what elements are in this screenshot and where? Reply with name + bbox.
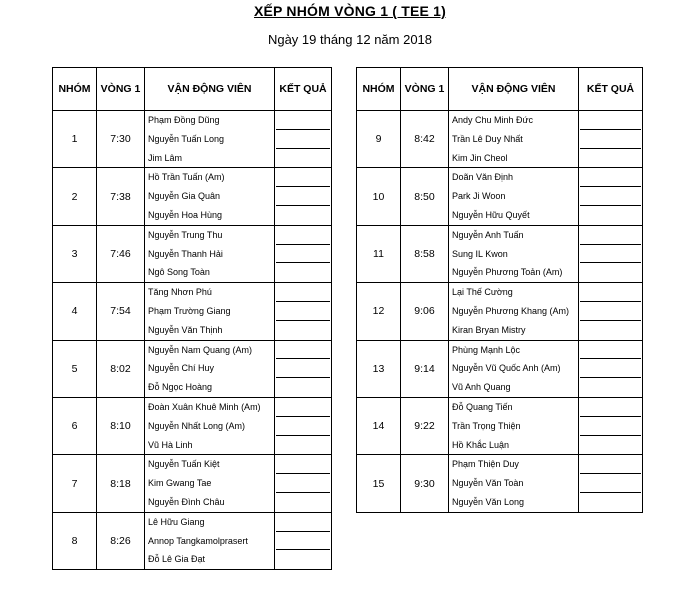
result-slot[interactable] bbox=[276, 493, 330, 512]
result-cell[interactable] bbox=[275, 225, 332, 282]
header-players: VẬN ĐỘNG VIÊN bbox=[449, 68, 579, 111]
result-slot[interactable] bbox=[276, 149, 330, 168]
header-row bbox=[357, 68, 643, 111]
player-name: Nguyễn Gia Quân bbox=[148, 191, 221, 202]
result-slot[interactable] bbox=[580, 149, 641, 168]
result-slot[interactable] bbox=[276, 417, 330, 436]
result-slot[interactable] bbox=[580, 341, 641, 360]
player-name: Nguyễn Đình Châu bbox=[148, 496, 225, 507]
player-name: Nguyễn Tuấn Long bbox=[148, 133, 225, 144]
result-slot[interactable] bbox=[580, 245, 641, 264]
group-row bbox=[53, 455, 332, 512]
group-number: 5 bbox=[53, 340, 97, 397]
group-number: 15 bbox=[357, 455, 401, 512]
result-cell[interactable] bbox=[275, 111, 332, 168]
group-row bbox=[53, 397, 332, 454]
player-name: Sung IL Kwon bbox=[452, 248, 508, 259]
result-slot[interactable] bbox=[276, 111, 330, 130]
player-name: Annop Tangkamolprasert bbox=[148, 535, 248, 546]
group-number: 13 bbox=[357, 340, 401, 397]
player-name: Jim Lâm bbox=[148, 152, 183, 163]
schedule-table-left bbox=[52, 67, 332, 570]
player-name: Phạm Đồng Dũng bbox=[148, 115, 220, 125]
result-slot[interactable] bbox=[580, 321, 641, 340]
result-cell[interactable] bbox=[275, 397, 332, 454]
player-name: Nguyễn Hoa Hùng bbox=[148, 209, 223, 220]
result-cell[interactable] bbox=[579, 168, 643, 225]
player-name: Nguyễn Nhất Long (Am) bbox=[148, 420, 246, 431]
result-slot[interactable] bbox=[276, 206, 330, 225]
players-cell bbox=[145, 397, 275, 454]
player-name: Phùng Mạnh Lộc bbox=[452, 344, 521, 355]
players-cell bbox=[449, 225, 579, 282]
group-number: 1 bbox=[53, 111, 97, 168]
result-slot[interactable] bbox=[276, 513, 330, 532]
group-row bbox=[357, 455, 643, 512]
tee-time: 8:18 bbox=[97, 455, 145, 512]
result-slot[interactable] bbox=[580, 398, 641, 417]
result-slot[interactable] bbox=[276, 263, 330, 282]
result-slot[interactable] bbox=[276, 436, 330, 455]
result-slot[interactable] bbox=[580, 206, 641, 225]
result-cell[interactable] bbox=[579, 397, 643, 454]
player-name: Trần Lê Duy Nhất bbox=[452, 133, 523, 144]
player-name: Hồ Khắc Luận bbox=[452, 439, 510, 450]
result-slot[interactable] bbox=[580, 302, 641, 321]
result-slot[interactable] bbox=[276, 245, 330, 264]
result-slot[interactable] bbox=[276, 226, 330, 245]
players-cell bbox=[449, 111, 579, 168]
player-name: Vũ Anh Quang bbox=[452, 382, 511, 393]
players-cell bbox=[145, 283, 275, 340]
player-name: Tăng Nhơn Phú bbox=[148, 287, 212, 298]
result-slot[interactable] bbox=[276, 474, 330, 493]
player-name: Nguyễn Trung Thu bbox=[148, 229, 223, 240]
player-name: Kim Gwang Tae bbox=[148, 478, 212, 489]
result-slot[interactable] bbox=[276, 455, 330, 474]
result-slot[interactable] bbox=[580, 436, 641, 455]
group-row bbox=[53, 340, 332, 397]
player-name: Nguyễn Chí Huy bbox=[148, 363, 215, 374]
result-slot[interactable] bbox=[276, 302, 330, 321]
result-slot[interactable] bbox=[276, 378, 330, 397]
result-slot[interactable] bbox=[580, 359, 641, 378]
players-cell bbox=[145, 340, 275, 397]
tee-time: 8:10 bbox=[97, 397, 145, 454]
tee-time: 9:22 bbox=[401, 397, 449, 454]
group-number: 12 bbox=[357, 283, 401, 340]
group-row bbox=[357, 225, 643, 282]
player-name: Park Ji Woon bbox=[452, 191, 506, 202]
result-slot[interactable] bbox=[580, 226, 641, 245]
player-name: Nguyễn Văn Long bbox=[452, 496, 525, 507]
result-slot[interactable] bbox=[276, 532, 330, 551]
result-cell[interactable] bbox=[579, 340, 643, 397]
group-number: 9 bbox=[357, 111, 401, 168]
players-cell bbox=[449, 168, 579, 225]
result-slot[interactable] bbox=[580, 111, 641, 130]
result-slot[interactable] bbox=[580, 283, 641, 302]
result-slot[interactable] bbox=[580, 474, 641, 493]
group-row bbox=[53, 168, 332, 225]
header-row bbox=[53, 68, 332, 111]
players-cell bbox=[145, 168, 275, 225]
group-row bbox=[53, 111, 332, 168]
group-number: 8 bbox=[53, 512, 97, 569]
player-name: Vũ Hà Linh bbox=[148, 439, 193, 450]
player-name: Đỗ Quang Tiến bbox=[452, 401, 513, 412]
tee-time: 9:14 bbox=[401, 340, 449, 397]
group-number: 3 bbox=[53, 225, 97, 282]
result-cell[interactable] bbox=[275, 340, 332, 397]
group-number: 11 bbox=[357, 225, 401, 282]
result-slot[interactable] bbox=[276, 359, 330, 378]
player-name: Hồ Trần Tuấn (Am) bbox=[148, 172, 225, 183]
group-row bbox=[357, 168, 643, 225]
tee-time: 8:58 bbox=[401, 225, 449, 282]
tee-time: 8:42 bbox=[401, 111, 449, 168]
player-name: Đỗ Lê Gia Đạt bbox=[148, 554, 206, 565]
player-name: Nguyễn Vũ Quốc Anh (Am) bbox=[452, 363, 561, 374]
header-result: KẾT QUẢ bbox=[579, 68, 643, 111]
result-slot[interactable] bbox=[580, 455, 641, 474]
player-name: Phạm Thiện Duy bbox=[452, 459, 519, 470]
result-slot[interactable] bbox=[276, 321, 330, 340]
players-cell bbox=[449, 455, 579, 512]
result-cell[interactable] bbox=[579, 283, 643, 340]
result-slot[interactable] bbox=[580, 378, 641, 397]
group-number: 6 bbox=[53, 397, 97, 454]
tee-time: 9:30 bbox=[401, 455, 449, 512]
player-name: Doãn Văn Định bbox=[452, 172, 514, 183]
player-name: Kim Jin Cheol bbox=[452, 152, 508, 163]
player-name: Nguyễn Thanh Hải bbox=[148, 248, 223, 259]
player-name: Nguyễn Văn Toàn bbox=[452, 478, 524, 489]
result-cell[interactable] bbox=[275, 283, 332, 340]
page-subtitle: Ngày 19 tháng 12 năm 2018 bbox=[267, 32, 433, 47]
group-row bbox=[53, 283, 332, 340]
player-name: Đoàn Xuân Khuê Minh (Am) bbox=[148, 401, 261, 412]
tee-time: 7:54 bbox=[97, 283, 145, 340]
group-row bbox=[357, 111, 643, 168]
player-name: Phạm Trường Giang bbox=[148, 305, 231, 316]
player-name: Lại Thế Cường bbox=[452, 287, 513, 298]
player-name: Nguyễn Phương Khang (Am) bbox=[452, 305, 569, 316]
result-slot[interactable] bbox=[276, 341, 330, 360]
tee-time: 7:30 bbox=[97, 111, 145, 168]
tee-time: 7:46 bbox=[97, 225, 145, 282]
result-slot[interactable] bbox=[276, 283, 330, 302]
group-row bbox=[357, 340, 643, 397]
header-result: KẾT QUẢ bbox=[275, 68, 332, 111]
players-cell bbox=[449, 397, 579, 454]
result-slot[interactable] bbox=[580, 130, 641, 149]
tee-time: 8:50 bbox=[401, 168, 449, 225]
result-slot[interactable] bbox=[276, 398, 330, 417]
header-round: VÒNG 1 bbox=[401, 68, 449, 111]
header-players: VẬN ĐỘNG VIÊN bbox=[145, 68, 275, 111]
tee-time: 8:02 bbox=[97, 340, 145, 397]
player-name: Nguyễn Phương Toản (Am) bbox=[452, 267, 563, 278]
result-cell[interactable] bbox=[579, 455, 643, 512]
tee-time: 8:26 bbox=[97, 512, 145, 569]
player-name: Ngô Song Toàn bbox=[148, 267, 210, 278]
tee-time: 9:06 bbox=[401, 283, 449, 340]
player-name: Đỗ Ngọc Hoàng bbox=[148, 382, 213, 393]
result-slot[interactable] bbox=[580, 263, 641, 282]
player-name: Andy Chu Minh Đức bbox=[452, 115, 534, 125]
group-number: 2 bbox=[53, 168, 97, 225]
result-slot[interactable] bbox=[580, 168, 641, 187]
group-number: 14 bbox=[357, 397, 401, 454]
players-cell bbox=[145, 512, 275, 569]
page-title: XẾP NHÓM VÒNG 1 ( TEE 1) bbox=[253, 3, 447, 19]
group-number: 10 bbox=[357, 168, 401, 225]
result-slot[interactable] bbox=[276, 168, 330, 187]
header-group: NHÓM bbox=[357, 68, 401, 111]
player-name: Nguyễn Văn Thịnh bbox=[148, 324, 223, 335]
result-cell[interactable] bbox=[579, 111, 643, 168]
result-slot[interactable] bbox=[580, 493, 641, 512]
player-name: Nguyễn Hữu Quyết bbox=[452, 209, 530, 220]
result-cell[interactable] bbox=[275, 512, 332, 569]
players-cell bbox=[449, 340, 579, 397]
group-number: 4 bbox=[53, 283, 97, 340]
result-slot[interactable] bbox=[276, 550, 330, 569]
player-name: Nguyễn Tuấn Kiệt bbox=[148, 459, 220, 470]
player-name: Lê Hữu Giang bbox=[148, 516, 205, 527]
header-group: NHÓM bbox=[53, 68, 97, 111]
group-row bbox=[53, 225, 332, 282]
result-cell[interactable] bbox=[579, 225, 643, 282]
player-name: Nguyễn Nam Quang (Am) bbox=[148, 344, 253, 355]
result-cell[interactable] bbox=[275, 168, 332, 225]
result-cell[interactable] bbox=[275, 455, 332, 512]
header-round: VÒNG 1 bbox=[97, 68, 145, 111]
group-row bbox=[357, 283, 643, 340]
result-slot[interactable] bbox=[580, 187, 641, 206]
result-slot[interactable] bbox=[276, 187, 330, 206]
result-slot[interactable] bbox=[276, 130, 330, 149]
player-name: Nguyễn Anh Tuấn bbox=[452, 229, 524, 240]
tee-time: 7:38 bbox=[97, 168, 145, 225]
group-row bbox=[53, 512, 332, 569]
players-cell bbox=[145, 455, 275, 512]
player-name: Trần Trọng Thiện bbox=[452, 420, 521, 431]
players-cell bbox=[145, 111, 275, 168]
group-number: 7 bbox=[53, 455, 97, 512]
schedule-table-right bbox=[356, 67, 643, 513]
players-cell bbox=[449, 283, 579, 340]
player-name: Kiran Bryan Mistry bbox=[452, 324, 526, 335]
group-row bbox=[357, 397, 643, 454]
players-cell bbox=[145, 225, 275, 282]
result-slot[interactable] bbox=[580, 417, 641, 436]
